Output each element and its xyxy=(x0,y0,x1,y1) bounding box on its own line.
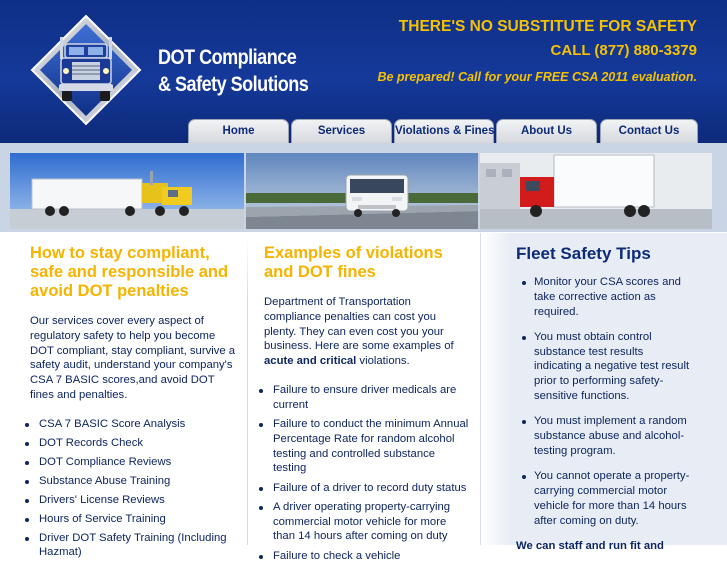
column-divider xyxy=(247,236,248,545)
fleet-tips-heading: Fleet Safety Tips xyxy=(516,244,651,263)
services-intro: Our services cover every aspect of regulatory safety to help you become DOT compliant, stay compliant, survive a safety audit, understand your company's CSA 7 BASIC scores,and avoid DOT fines and penalties. xyxy=(30,315,236,401)
box-truck-image xyxy=(480,153,712,229)
vehicle-banner xyxy=(0,143,727,232)
list-item: You must implement a random substance abuse and alcohol-testing program. xyxy=(481,414,727,458)
list-item[interactable]: DOT Compliance Reviews xyxy=(30,455,236,470)
list-item: A driver operating property-carrying commercial motor vehicle for more than 14 hours after coming on duty xyxy=(264,500,469,544)
bus-image xyxy=(246,153,478,229)
tab-home[interactable]: Home xyxy=(188,119,289,143)
services-column xyxy=(30,244,236,564)
company-name-line1: DOT Compliance xyxy=(158,46,297,69)
list-item: You must obtain control substance test results indicating a negative test result prior to performing safety-sensitive functions. xyxy=(481,330,727,404)
services-list xyxy=(30,417,236,561)
company-name-line2: & Safety Solutions xyxy=(158,73,309,96)
tab-services[interactable]: Services xyxy=(291,119,392,143)
fleet-tips-footer: We can staff and run fit and xyxy=(516,539,664,552)
list-item: Failure of a driver to record duty status xyxy=(264,481,469,496)
list-item[interactable]: CSA 7 BASIC Score Analysis xyxy=(30,417,236,432)
list-item: Monitor your CSA scores and take corrective action as required. xyxy=(481,275,727,319)
list-item: Failure to ensure driver medicals are current xyxy=(264,383,469,413)
list-item: You cannot operate a property-carrying commercial motor vehicle for more than 14 hours after coming on duty. xyxy=(481,469,727,528)
tab-violations-fines[interactable]: Violations & Fines xyxy=(394,119,494,143)
list-item[interactable]: Driver DOT Safety Training (Including Hazmat) xyxy=(30,531,236,561)
company-name xyxy=(158,44,308,98)
promo-text: Be prepared! Call for your FREE CSA 2011 evaluation. xyxy=(377,70,697,84)
semi-truck-image xyxy=(10,153,244,229)
phone-number[interactable]: CALL (877) 880-3379 xyxy=(550,42,697,59)
violations-intro-text: Department of Transportation compliance penalties can cost you plenty. They can even cost you your business. Here are some examples of xyxy=(264,296,454,353)
violations-intro-end: violations. xyxy=(356,355,410,368)
tab-contact-us[interactable]: Contact Us xyxy=(600,119,698,143)
safety-tagline: THERE'S NO SUBSTITUTE FOR SAFETY xyxy=(398,18,697,35)
violations-intro-bold: acute and critical xyxy=(264,355,357,368)
list-item: Failure to check a vehicle xyxy=(264,549,469,564)
truck-logo-icon[interactable] xyxy=(30,14,142,126)
violations-intro xyxy=(264,295,469,369)
violations-heading: Examples of violations and DOT fines xyxy=(264,244,443,281)
fleet-tips-list xyxy=(481,275,727,528)
list-item[interactable]: Substance Abuse Training xyxy=(30,474,236,489)
fleet-tips-sidebar xyxy=(480,233,727,552)
tab-about-us[interactable]: About Us xyxy=(496,119,597,143)
list-item[interactable]: Drivers' License Reviews xyxy=(30,493,236,508)
violations-list xyxy=(264,383,469,563)
list-item: Failure to conduct the minimum Annual Percentage Rate for random alcohol testing and controlled substance testing xyxy=(264,417,469,476)
services-heading: How to stay compliant, safe and responsible and avoid DOT penalties xyxy=(30,244,229,300)
list-item[interactable]: DOT Records Check xyxy=(30,436,236,451)
list-item[interactable]: Hours of Service Training xyxy=(30,512,236,527)
violations-column xyxy=(264,244,469,568)
site-header xyxy=(0,0,727,143)
